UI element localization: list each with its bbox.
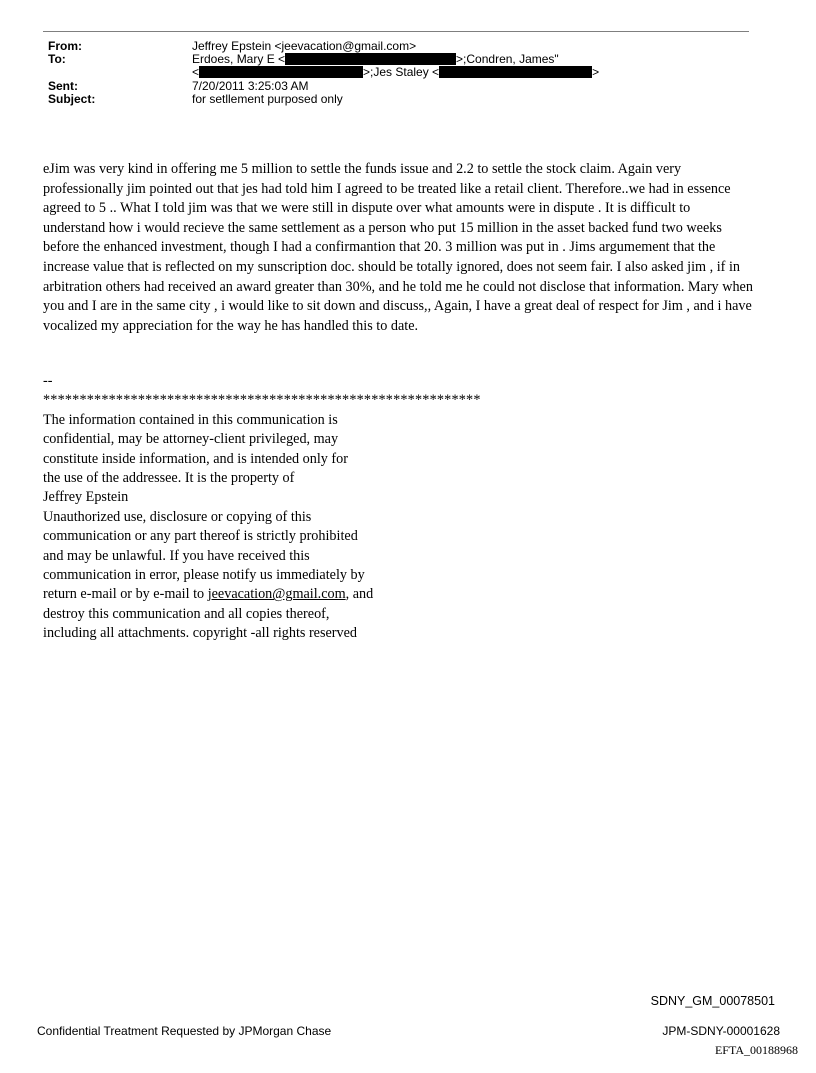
to-recipient-staley: >;Jes Staley <: [363, 65, 440, 80]
to-recipient-erdoes: Erdoes, Mary E <: [192, 52, 286, 67]
email-header: [48, 40, 748, 106]
subject-label: Subject:: [48, 91, 96, 106]
bates-number-jpm: JPM-SDNY-00001628: [662, 1024, 780, 1038]
email-link[interactable]: jeevacation@gmail.com: [207, 586, 346, 603]
subject-value: for setllement purposed only: [192, 91, 343, 106]
header-divider: [43, 31, 749, 32]
redaction-box: [285, 53, 456, 65]
to-recipient-condren: >;Condren, James": [456, 52, 559, 67]
sent-value: 7/20/2011 3:25:03 AM: [192, 78, 309, 93]
disclaimer-line: Jeffrey Epstein: [43, 489, 129, 506]
to-label: To:: [48, 52, 66, 67]
sent-row: [48, 80, 748, 93]
to-value-line-2: [192, 66, 599, 79]
to-bracket: <: [192, 65, 200, 80]
return-suffix: , and: [345, 586, 374, 603]
disclaimer-line: including all attachments. copyright -all rights reserved: [43, 625, 358, 642]
from-row: [48, 40, 748, 53]
confidential-notice: Confidential Treatment Requested by JPMorgan Chase: [37, 1024, 332, 1038]
disclaimer-line: The information contained in this communication is: [43, 411, 338, 428]
body-paragraph: eJim was very kind in offering me 5 million to settle the funds issue and 2.2 to settle the stock claim. Again very professionally jim pointed out that jes had told him I agreed to be treated like a retail client. Therefore..we had in essence agreed to 5 .. What I told jim was that we were still in dispute over what amounts were in dispute . It is difficult to understand how i would recieve the same settlement as a person who put 15 million in the asset backed fund two weeks before the enhanced investment, though I had a confirmantion that 20. 3 million was put in . Jims argumement that the increase value that is reflected on my sunscription doc. should be totally ignored, does not seem fair. I also asked jim , if in arbitration others had received an award greater than 30%, and he told me he could not disclose that information. Mary when you and I are in the same city , i would like to sit down and discuss,, Again, I have a great deal of respect for Jim , and i have vocalized my appreciation for the way he has handled this to date.: [43, 161, 753, 334]
disclaimer-line-email: [43, 585, 563, 604]
redaction-box: [199, 66, 363, 78]
bates-number-sdny-gm: SDNY_GM_00078501: [650, 994, 775, 1008]
disclaimer-line: Unauthorized use, disclosure or copying of this: [43, 508, 312, 525]
disclaimer-line: the use of the addressee. It is the property of: [43, 470, 295, 487]
disclaimer-line: and may be unlawful. If you have received this: [43, 547, 310, 564]
disclaimer-line: communication or any part thereof is strictly prohibited: [43, 528, 358, 545]
bates-number-efta: EFTA_00188968: [714, 1043, 798, 1057]
redaction-box: [439, 66, 592, 78]
to-row-continued: [48, 66, 748, 79]
sent-label: Sent:: [48, 78, 78, 93]
signature-dashes: --: [43, 373, 53, 389]
subject-row: [48, 93, 748, 106]
to-bracket-close: >: [592, 65, 600, 80]
signature-disclaimer: [43, 372, 563, 644]
from-label: From:: [48, 39, 82, 53]
signature-stars: ************************************************************: [43, 392, 481, 409]
disclaimer-line: confidential, may be attorney-client privileged, may: [43, 431, 339, 448]
email-body: [43, 160, 755, 336]
from-value: Jeffrey Epstein <jeevacation@gmail.com>: [192, 39, 417, 53]
disclaimer-line: destroy this communication and all copies thereof,: [43, 605, 330, 622]
disclaimer-line: communication in error, please notify us immediately by: [43, 567, 365, 584]
return-prefix: return e-mail or by e-mail to: [43, 586, 208, 603]
disclaimer-line: constitute inside information, and is intended only for: [43, 450, 348, 467]
